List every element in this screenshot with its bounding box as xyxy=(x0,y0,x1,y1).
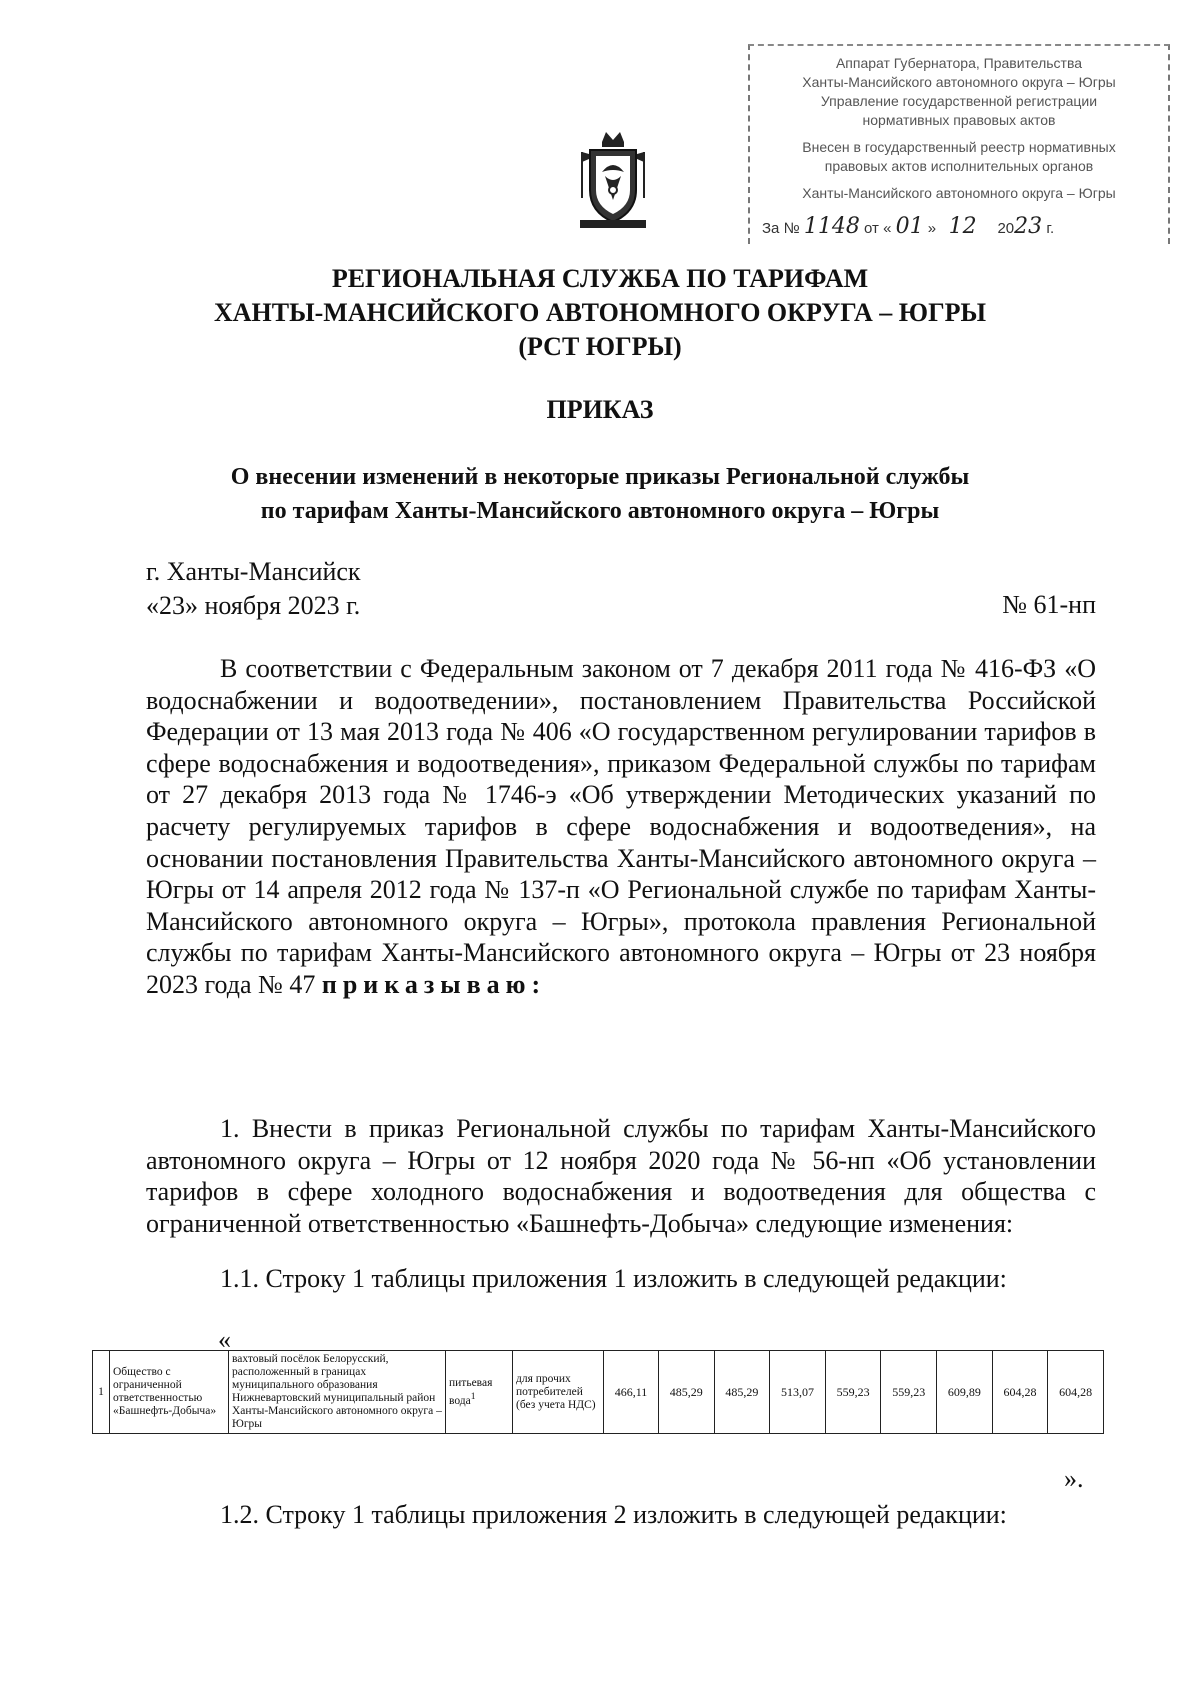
row-number: 1 xyxy=(93,1351,110,1434)
stamp-reg-suffix: г. xyxy=(1046,220,1055,237)
stamp-reg-month: 12 xyxy=(948,214,977,239)
org-line-1: РЕГИОНАЛЬНАЯ СЛУЖБА ПО ТАРИФАМ xyxy=(331,264,869,293)
document-subject xyxy=(0,460,1200,528)
stamp-reg-day: 01 xyxy=(895,214,924,239)
tariff-value: 609,89 xyxy=(937,1351,993,1434)
tariff-table xyxy=(92,1350,1104,1434)
document-number: № 61-нп xyxy=(1002,590,1096,619)
stamp-line: Аппарат Губернатора, Правительства xyxy=(835,55,1083,71)
quote-close: ». xyxy=(1064,1464,1084,1493)
row-type xyxy=(446,1351,513,1434)
stamp-reg-mid: » xyxy=(927,220,937,237)
stamp-line: нормативных правовых актов xyxy=(862,112,1056,128)
subject-line-2: по тарифам Ханты-Мансийского автономного округа – Югры xyxy=(260,498,940,524)
document-city: г. Ханты-Мансийск xyxy=(146,557,361,586)
point-1-2: 1.2. Строку 1 таблицы приложения 2 изложить в следующей редакции: xyxy=(220,1500,1007,1529)
organization-name xyxy=(0,262,1200,364)
stamp-reg-year: 23 xyxy=(1014,214,1043,239)
coat-of-arms-icon xyxy=(572,128,654,232)
row-consumers: для прочих потребителей (без учета НДС) xyxy=(513,1351,604,1434)
tariff-value: 604,28 xyxy=(992,1351,1048,1434)
subject-line-1: О внесении изменений в некоторые приказы Региональной службы xyxy=(230,464,970,490)
tariff-value: 513,07 xyxy=(770,1351,826,1434)
preamble-paragraph xyxy=(146,653,1096,1001)
preamble-text: В соответствии с Федеральным законом от 7 декабря 2011 года № 416-ФЗ «О водоснабжении и водоотведении», постановлением Правительства Российской Федерации от 13 мая 2013 года № 406 «О государственном регулировании тарифов в сфере водоснабжения и водоотведения», приказом Федеральной службы по тарифам от 27 декабря 2013 года № 1746-э «Об утверждении Методических указаний по расчету регулируемых тарифов в сфере водоснабжения и водоотведения», на основании постановления Правительства Ханты-Мансийского автономного округа – Югры от 14 апреля 2012 года № 137-п «О Региональной службе по тарифам Ханты-Мансийского автономного округа – Югры», протокола правления Региональной службы по тарифам Ханты-Мансийского автономного округа – Югры от 23 ноября 2023 года № 47 xyxy=(146,654,1096,999)
stamp-line: правовых актов исполнительных органов xyxy=(824,158,1094,174)
document-date: «23» ноября 2023 г. xyxy=(146,591,361,620)
point-1: 1. Внести в приказ Региональной службы по тарифам Ханты-Мансийского автономного округа – Югры от 12 ноября 2020 года № 56-нп «Об установлении тарифов в сфере холодного водоснабжения и водоотведения для общества с ограниченной ответственностью «Башнефть-Добыча» следующие изменения: xyxy=(146,1114,1096,1238)
stamp-line: Управление государственной регистрации xyxy=(820,93,1098,109)
row-organization: Общество с ограниченной ответственностью «Башнефть-Добыча» xyxy=(110,1351,229,1434)
stamp-line: Внесен в государственный реестр нормативных xyxy=(802,139,1116,155)
document-type: ПРИКАЗ xyxy=(546,395,654,424)
quote-open: « xyxy=(218,1325,231,1354)
org-line-2: ХАНТЫ-МАНСИЙСКОГО АВТОНОМНОГО ОКРУГА – ЮГРЫ xyxy=(213,298,987,327)
tariff-value: 604,28 xyxy=(1048,1351,1104,1434)
table-row xyxy=(93,1351,1104,1434)
stamp-reg-from: от « xyxy=(864,220,892,237)
point-1-1: 1.1. Строку 1 таблицы приложения 1 изложить в следующей редакции: xyxy=(220,1264,1007,1293)
row-type-text: питьевая вода xyxy=(449,1376,493,1407)
row-territory: вахтовый посёлок Белорусский, расположенный в границах муниципального образования Нижневартовский муниципальный район Ханты-Мансийского автономного округа – Югры xyxy=(229,1351,446,1434)
stamp-line: Ханты-Мансийского автономного округа – Югры xyxy=(802,185,1116,201)
tariff-value: 485,29 xyxy=(714,1351,770,1434)
tariff-value: 485,29 xyxy=(659,1351,715,1434)
stamp-line: Ханты-Мансийского автономного округа – Югры xyxy=(802,74,1116,90)
stamp-reg-number: 1148 xyxy=(803,214,860,239)
stamp-registration-line xyxy=(762,214,1158,239)
order-word: приказываю xyxy=(321,969,532,999)
tariff-value: 559,23 xyxy=(881,1351,937,1434)
tariff-value: 559,23 xyxy=(825,1351,881,1434)
stamp-reg-prefix: За № xyxy=(762,220,800,237)
row-type-sup: 1 xyxy=(470,1390,476,1402)
stamp-reg-year-prefix: 20 xyxy=(997,220,1015,237)
org-line-3: (РСТ ЮГРЫ) xyxy=(518,332,682,361)
registration-stamp xyxy=(748,44,1170,244)
tariff-value: 466,11 xyxy=(604,1351,659,1434)
order-colon: : xyxy=(531,969,541,999)
